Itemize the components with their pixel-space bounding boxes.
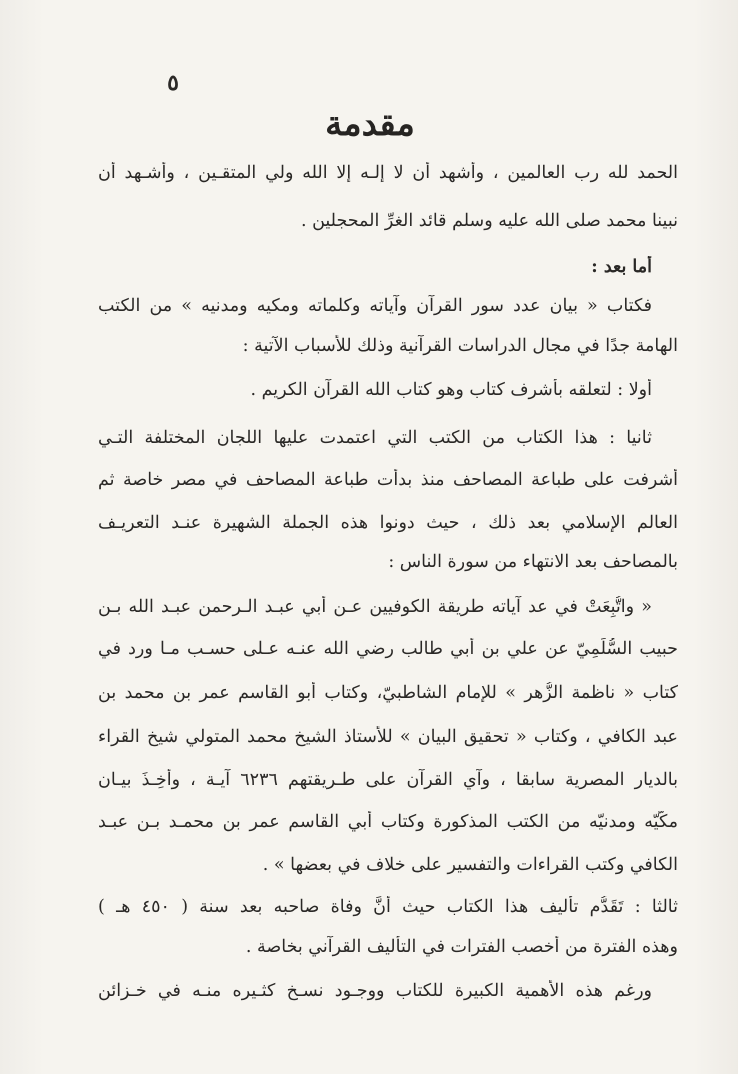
quote-line: عبد الكافي ، وكتاب « تحقيق البيان » للأستاذ الشيخ محمد المتولي شيخ القراء (98, 727, 678, 747)
section-heading: أما بعد : (591, 257, 652, 277)
text-line: وهذه الفترة من أخصب الفترات في التأليف القرآني بخاصة . (245, 937, 678, 957)
text-line: ثانيا : هذا الكتاب من الكتب التي اعتمدت عليها اللجان المختلفة التـي (98, 428, 652, 448)
quote-line: مكّيّه ومدنيّه من الكتب المذكورة وكتاب أبي القاسم عمر بن محمـد بـن عبـد (98, 812, 678, 832)
text-line: الحمد لله رب العالمين ، وأشهد أن لا إلـه إلا الله ولي المتقـين ، وأشـهد أن (98, 163, 678, 183)
quote-line: حبيب السُّلَمِيّ عن علي بن أبي طالب رضي الله عنـه عـلى حسـب مـا ورد في (98, 639, 678, 659)
text-line: العالم الإسلامي بعد ذلك ، حيث دونوا هذه الجملة الشهيرة عنـد التعريـف (98, 513, 678, 533)
text-line: ثالثا : تَقَدُّم تأليف هذا الكتاب حيث أنَّ وفاة صاحبه بعد سنة ( ٤٥٠ هـ ) (98, 897, 678, 917)
quote-line: « واتُّبِعَتْ في عد آياته طريقة الكوفيين عـن أبي عبـد الـرحمن عبـد الله بـن (98, 597, 652, 617)
quote-line: بالديار المصرية سابقا ، وآي القرآن على طـريقتهم ٦٢٣٦ آيـة ، وأُخِـذَ بيـان (98, 770, 678, 790)
text-line: نبينا محمد صلى الله عليه وسلم قائد الغرِّ المحجلين . (300, 211, 678, 231)
text-line: ورغم هذه الأهمية الكبيرة للكتاب ووجـود نسـخ كثـيره منـه في خـزائن (98, 981, 652, 1001)
page-title: مقدمة (325, 104, 415, 144)
page-number: ٥ (167, 70, 179, 96)
text-line: أولا : لتعلقه بأشرف كتاب وهو كتاب الله القرآن الكريم . (250, 380, 652, 400)
text-line: الهامة جدًا في مجال الدراسات القرآنية وذلك للأسباب الآتية : (242, 336, 678, 356)
text-line: أشرفت على طباعة المصاحف منذ بدأت طباعة المصاحف في مصر خاصة ثم (98, 470, 678, 490)
quote-line: كتاب « ناظمة الزُّهر » للإمام الشاطبيّ، وكتاب أبو القاسم عمر بن محمد بن (98, 683, 678, 703)
text-line: فكتاب « بيان عدد سور القرآن وآياته وكلماته ومكيه ومدنيه » من الكتب (98, 296, 652, 316)
text-line: بالمصاحف بعد الانتهاء من سورة الناس : (388, 552, 678, 572)
quote-line: الكافي وكتب القراءات والتفسير على خلاف في بعضها » . (262, 855, 678, 875)
